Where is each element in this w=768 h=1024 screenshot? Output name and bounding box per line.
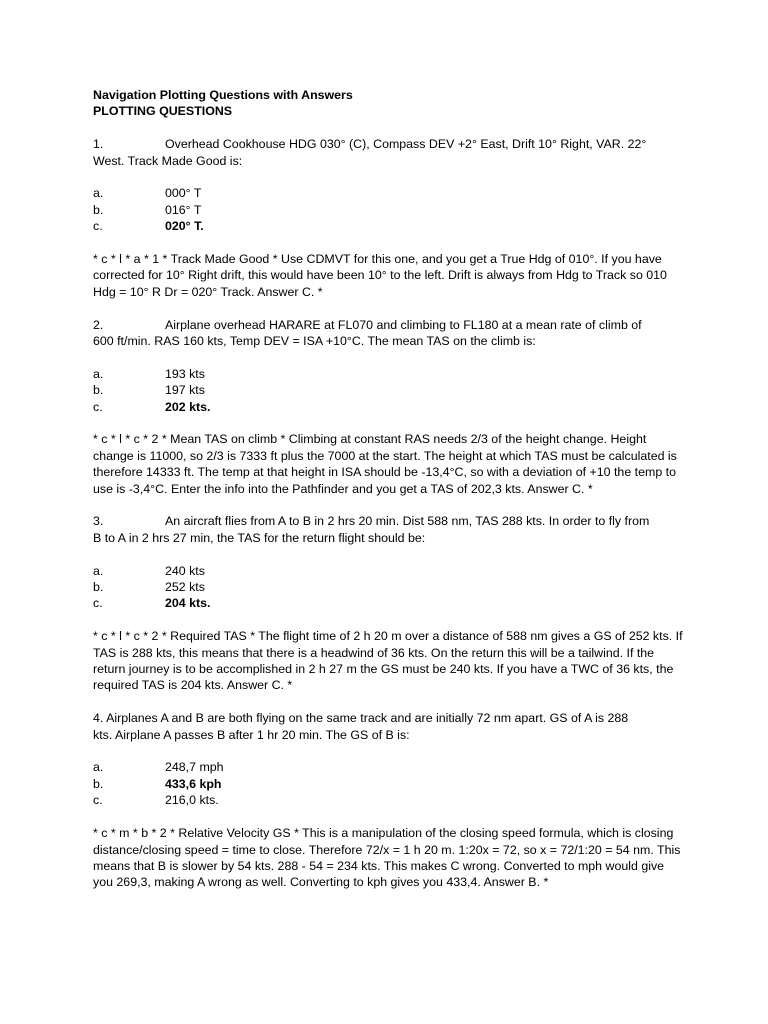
option-a xyxy=(93,563,683,579)
question-number: 3. xyxy=(93,514,104,529)
option-b xyxy=(93,382,683,398)
option-c xyxy=(93,792,683,808)
option-c-correct xyxy=(93,399,683,415)
option-a xyxy=(93,366,683,382)
option-key: c. xyxy=(93,399,103,414)
question-3 xyxy=(93,513,683,693)
option-key: a. xyxy=(93,563,104,578)
question-number: 2. xyxy=(93,317,104,332)
option-a xyxy=(93,759,683,775)
option-key: b. xyxy=(93,383,104,398)
question-2 xyxy=(93,317,683,497)
document-title: Navigation Plotting Questions with Answers xyxy=(93,88,353,102)
question-4 xyxy=(93,710,683,890)
question-text: Overhead Cookhouse HDG 030° (C), Compass DEV +2° East, Drift 10° Right, VAR. 22° xyxy=(165,137,647,152)
option-key: c. xyxy=(93,793,103,808)
option-value: 240 kts xyxy=(165,563,205,578)
option-b xyxy=(93,202,683,218)
question-text: Airplane overhead HARARE at FL070 and climbing to FL180 at a mean rate of climb of xyxy=(165,317,642,332)
answer-explanation: * c * l * a * 1 * Track Made Good * Use CDMVT for this one, and you get a True Hdg of 010°. If you have corrected for 10° Right drift, this would have been 10° to the left. Drift is always from Hdg to Track so 010 Hdg = 10° R Dr = 020° Track. Answer C. * xyxy=(93,252,667,299)
option-key: c. xyxy=(93,596,103,611)
question-number: 1. xyxy=(93,137,104,152)
question-text-cont: West. Track Made Good is: xyxy=(93,153,243,168)
option-value: 193 kts xyxy=(165,366,205,381)
option-value: 016° T xyxy=(165,202,202,217)
option-key: b. xyxy=(93,202,104,217)
option-value: 202 kts. xyxy=(165,399,211,414)
question-text: An aircraft flies from A to B in 2 hrs 20 min. Dist 588 nm, TAS 288 kts. In order to fly from xyxy=(165,514,650,529)
option-value: 252 kts xyxy=(165,580,205,595)
answer-explanation: * c * l * c * 2 * Required TAS * The flight time of 2 h 20 m over a distance of 588 nm gives a GS of 252 kts. If TAS is 288 kts, this means that there is a headwind of 36 kts. On the return this will be a tailwind. If the return journey is to be accomplished in 2 h 27 m the GS must be 240 kts. If you have a TWC of 36 kts, the required TAS is 204 kts. Answer C. * xyxy=(93,629,683,693)
question-text: 4. Airplanes A and B are both flying on the same track and are initially 72 nm apart. GS of A is 288 xyxy=(93,711,629,726)
option-key: a. xyxy=(93,760,104,775)
option-key: c. xyxy=(93,219,103,234)
option-key: a. xyxy=(93,366,104,381)
question-text-cont: B to A in 2 hrs 27 min, the TAS for the return flight should be: xyxy=(93,530,426,545)
option-b xyxy=(93,579,683,595)
answer-explanation: * c * l * c * 2 * Mean TAS on climb * Climbing at constant RAS needs 2/3 of the height change. Height change is 11000, so 2/3 is 7333 ft plus the 7000 at the start. The height at which TAS must be calculated is therefore 14333 ft. The temp at that height in ISA should be -13,4°C, so with a deviation of +10 the temp to use is -3,4°C. Enter the info into the Pathfinder and you get a TAS of 202,3 kts. Answer C. * xyxy=(93,432,677,496)
answer-explanation: * c * m * b * 2 * Relative Velocity GS * This is a manipulation of the closing speed formula, which is closing distance/closing speed = time to close. Therefore 72/x = 1 h 20 m. 1:20x = 72, so x = 72/1:20 = 54 nm. This means that B is slower by 54 kts. 288 - 54 = 234 kts. This makes C wrong. Converted to mph would give you 269,3, making A wrong as well. Converting to kph gives you 433,4. Answer B. * xyxy=(93,826,681,890)
option-a xyxy=(93,185,683,201)
document-body xyxy=(93,87,683,891)
question-text-cont: 600 ft/min. RAS 160 kts, Temp DEV = ISA +10°C. The mean TAS on the climb is: xyxy=(93,334,536,349)
question-text-cont: kts. Airplane A passes B after 1 hr 20 min. The GS of B is: xyxy=(93,727,410,742)
option-value: 000° T xyxy=(165,186,202,201)
option-value: 197 kts xyxy=(165,383,205,398)
option-c-correct xyxy=(93,595,683,611)
option-c-correct xyxy=(93,218,683,234)
option-b-correct xyxy=(93,776,683,792)
option-value: 216,0 kts. xyxy=(165,793,219,808)
question-1 xyxy=(93,136,683,300)
section-heading: PLOTTING QUESTIONS xyxy=(93,104,233,119)
option-key: b. xyxy=(93,580,104,595)
option-key: a. xyxy=(93,186,104,201)
option-value: 020° T. xyxy=(165,219,204,234)
option-value: 204 kts. xyxy=(165,596,211,611)
option-value: 248,7 mph xyxy=(165,760,224,775)
option-key: b. xyxy=(93,776,104,791)
option-value: 433,6 kph xyxy=(165,776,222,791)
